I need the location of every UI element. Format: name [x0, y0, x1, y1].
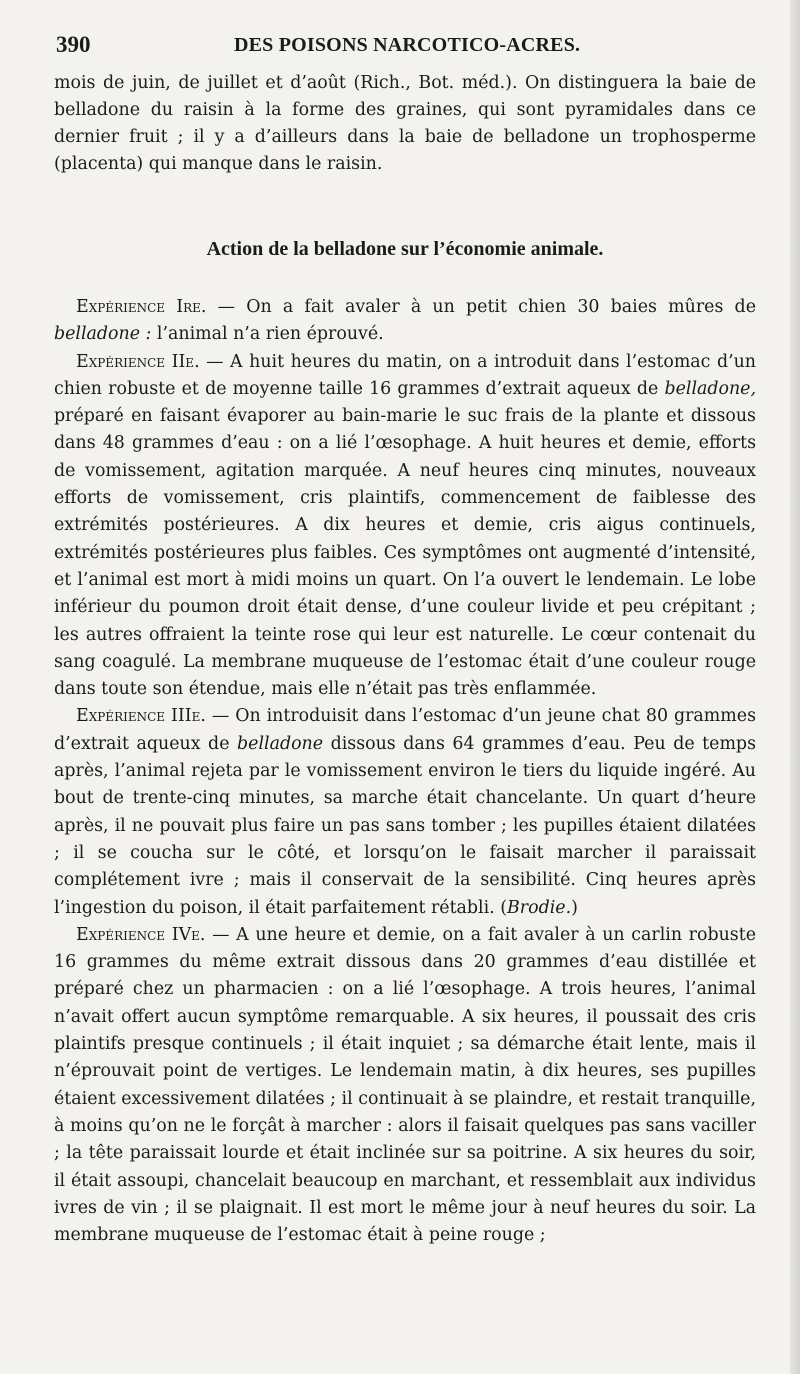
citation-close: )	[571, 897, 578, 918]
experiment-text: — On introduisit dans l’estomac d’un jeune chat 80 grammes d’extrait aqueux de	[54, 706, 756, 754]
experiment-label: Expérience IIIe.	[76, 706, 206, 727]
experiment-3	[54, 703, 756, 921]
experiment-italic: belladone :	[54, 324, 152, 345]
intro-paragraph-block	[54, 70, 756, 178]
experiment-label: Expérience Ire.	[76, 297, 207, 317]
experiments-block	[54, 294, 756, 1249]
running-title: DES POISONS NARCOTICO-ACRES.	[234, 34, 581, 56]
experiment-text: — A une heure et demie, on a fait avaler à un carlin robuste 16 grammes du même extrait dissous dans 20 grammes d’eau distillée et préparé chez un pharmacien : on a lié l’œsophage. A trois heures, l’animal n’avait offert aucun symptôme remarquable. A six heures, il poussait des cris plaintifs presque continuels ; il était inquiet ; sa démarche était lente, mais il n’éprouvait point de vertiges. Le lendemain matin, à dix heures, ses pupilles étaient excessivement dilatées ; il continuait à se plaindre, et restait tranquille, à moins qu’on ne le forçât à marcher : alors il faisait quelques pas sans vaciller ; la tête paraissait lourde et était inclinée sur sa poitrine. A six heures du soir, il était assoupi, chancelait beaucoup en marchant, et ressemblait aux individus ivres de vin ; il se plaignait. Il est mort le même jour à neuf heures du soir. La membrane muqueuse de l’estomac était à peine rouge ;	[54, 924, 756, 1246]
section-heading: Action de la belladone sur l’économie animale.	[206, 238, 604, 260]
experiment-italic: belladone	[237, 733, 324, 754]
page-number: 390	[56, 32, 91, 57]
intro-paragraph: mois de juin, de juillet et d’août (Rich., Bot. méd.). On distinguera la baie de belladone du raisin à la forme des graines, qui sont pyramidales dans ce dernier fruit ; il y a d’ailleurs dans la baie de belladone un trophosperme (placenta) qui manque dans le raisin.	[54, 73, 756, 174]
experiment-text-after: l’animal n’a rien éprouvé.	[151, 324, 384, 345]
experiment-1	[54, 294, 756, 349]
experiment-label: Expérience IIe.	[76, 351, 200, 372]
experiment-text-after: préparé en faisant évaporer au bain-marie le suc frais de la plante et dissous dans 48 grammes d’eau : on a lié l’œsophage. A huit heures et demie, efforts de vomissement, agitation marquée. A neuf heures cinq minutes, nouveaux efforts de vomissement, cris plaintifs, commencement de faiblesse des extrémités postérieures. A dix heures et demie, cris aigus continuels, extrémités postérieures plus faibles. Ces symptômes ont augmenté d’intensité, et l’animal est mort à midi moins un quart. On l’a ouvert le lendemain. Le lobe inférieur du poumon droit était dense, d’une couleur livide et peu crépitant ; les autres offraient la teinte rose qui leur est naturelle. Le cœur contenait du sang coagulé. La membrane muqueuse de l’estomac était d’une couleur rouge dans toute son étendue, mais elle n’était pas très enflammée.	[54, 406, 756, 700]
page-header	[56, 32, 756, 66]
experiment-text: — On a fait avaler à un petit chien 30 baies mûres de	[206, 297, 756, 317]
experiment-text: — A huit heures du matin, on a introduit dans l’estomac d’un chien robuste et de moyenne taille 16 grammes d’extrait aqueux de	[54, 351, 757, 399]
experiment-italic: belladone,	[664, 378, 756, 399]
experiment-label: Expérience IVe.	[76, 924, 206, 945]
citation-italic: Brodie.	[507, 897, 572, 918]
page-edge-shadow	[790, 0, 800, 1374]
experiment-text-after: dissous dans 64 grammes d’eau. Peu de temps après, l’animal rejeta par le vomissement environ le tiers du liquide ingéré. Au bout de trente-cinq minutes, sa marche était chancelante. Un quart d’heure après, il ne pouvait plus faire un pas sans tomber ; les pupilles étaient dilatées ; il se coucha sur le côté, et lorsqu’on le faisait marcher il paraissait complétement ivre ; mais il conservait de la sensibilité. Cinq heures après l’ingestion du poison, il était parfaitement rétabli. (	[54, 733, 756, 918]
experiment-2	[54, 349, 756, 704]
experiment-4	[54, 922, 756, 1250]
